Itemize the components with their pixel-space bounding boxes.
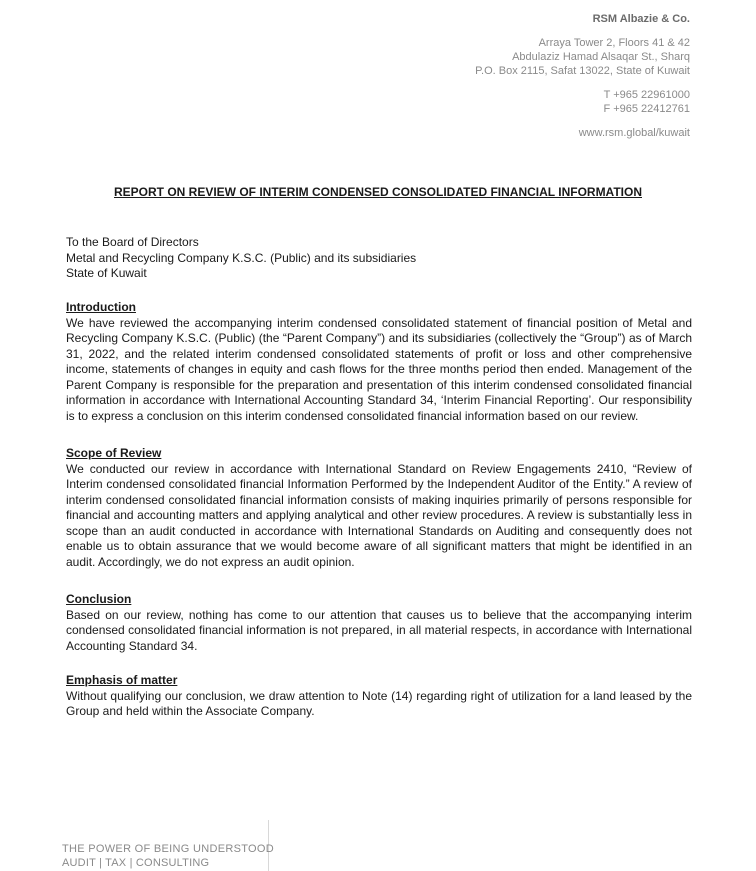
introduction-section bbox=[66, 300, 692, 424]
fax-number: F +965 22412761 bbox=[603, 103, 690, 115]
addressee-line-3: State of Kuwait bbox=[66, 266, 147, 280]
footer-tagline: THE POWER OF BEING UNDERSTOOD bbox=[62, 843, 275, 855]
emphasis-section bbox=[66, 673, 692, 720]
emphasis-heading: Emphasis of matter bbox=[66, 673, 178, 687]
conclusion-heading: Conclusion bbox=[66, 592, 132, 606]
letterhead bbox=[390, 12, 690, 140]
footer-services: AUDIT | TAX | CONSULTING bbox=[62, 857, 210, 869]
scope-paragraph: We conducted our review in accordance with International Standard on Review Engagements 2410, “Review of Interim condensed consolidated financial Information Performed by the Independent Auditor of the Entity.” A review of interim condensed consolidated financial information consists of making inquiries primarily of persons responsible for financial and accounting matters and applying analytical and other review procedures. A review is substantially less in scope than an audit conducted in accordance with International Standards on Auditing and consequently does not enable us to obtain assurance that we would become aware of all significant matters that might be identified in an audit. Accordingly, we do not express an audit opinion. bbox=[66, 461, 692, 569]
emphasis-paragraph: Without qualifying our conclusion, we draw attention to Note (14) regarding right of utilization for a land leased by the Group and held within the Associate Company. bbox=[66, 688, 692, 718]
address-line-1: Arraya Tower 2, Floors 41 & 42 bbox=[538, 37, 690, 49]
introduction-heading: Introduction bbox=[66, 300, 136, 314]
phone-number: T +965 22961000 bbox=[603, 89, 690, 101]
firm-name: RSM Albazie & Co. bbox=[592, 13, 690, 25]
addressee-line-2: Metal and Recycling Company K.S.C. (Public) and its subsidiaries bbox=[66, 250, 417, 265]
conclusion-section bbox=[66, 592, 692, 654]
website-link[interactable]: www.rsm.global/kuwait bbox=[578, 127, 690, 139]
scope-section bbox=[66, 446, 692, 570]
addressee-line-1: To the Board of Directors bbox=[66, 235, 199, 249]
conclusion-paragraph: Based on our review, nothing has come to our attention that causes us to believe that the accompanying interim condensed consolidated financial information is not prepared, in all material respects, in accordance with International Accounting Standard 34. bbox=[66, 607, 692, 653]
report-title: REPORT ON REVIEW OF INTERIM CONDENSED CONSOLIDATED FINANCIAL INFORMATION bbox=[114, 185, 642, 199]
introduction-paragraph: We have reviewed the accompanying interim condensed consolidated statement of financial position of Metal and Recycling Company K.S.C. (Public) (the “Parent Company”) and its subsidiaries (collectively the “Group”) as of March 31, 2022, and the related interim condensed consolidated statements of profit or loss and other comprehensive income, statements of changes in equity and cash flows for the three months period then ended. Management of the Parent Company is responsible for the preparation and presentation of this interim condensed consolidated financial information in accordance with International Accounting Standard 34, ‘Interim Financial Reporting’. Our responsibility is to express a conclusion on this interim condensed consolidated financial information based on our review. bbox=[66, 315, 692, 423]
addressee-block bbox=[66, 235, 692, 282]
footer bbox=[62, 842, 274, 870]
address-line-3: P.O. Box 2115, Safat 13022, State of Kuwait bbox=[475, 65, 690, 77]
address-line-2: Abdulaziz Hamad Alsaqar St., Sharq bbox=[512, 51, 690, 63]
scope-heading: Scope of Review bbox=[66, 446, 162, 460]
